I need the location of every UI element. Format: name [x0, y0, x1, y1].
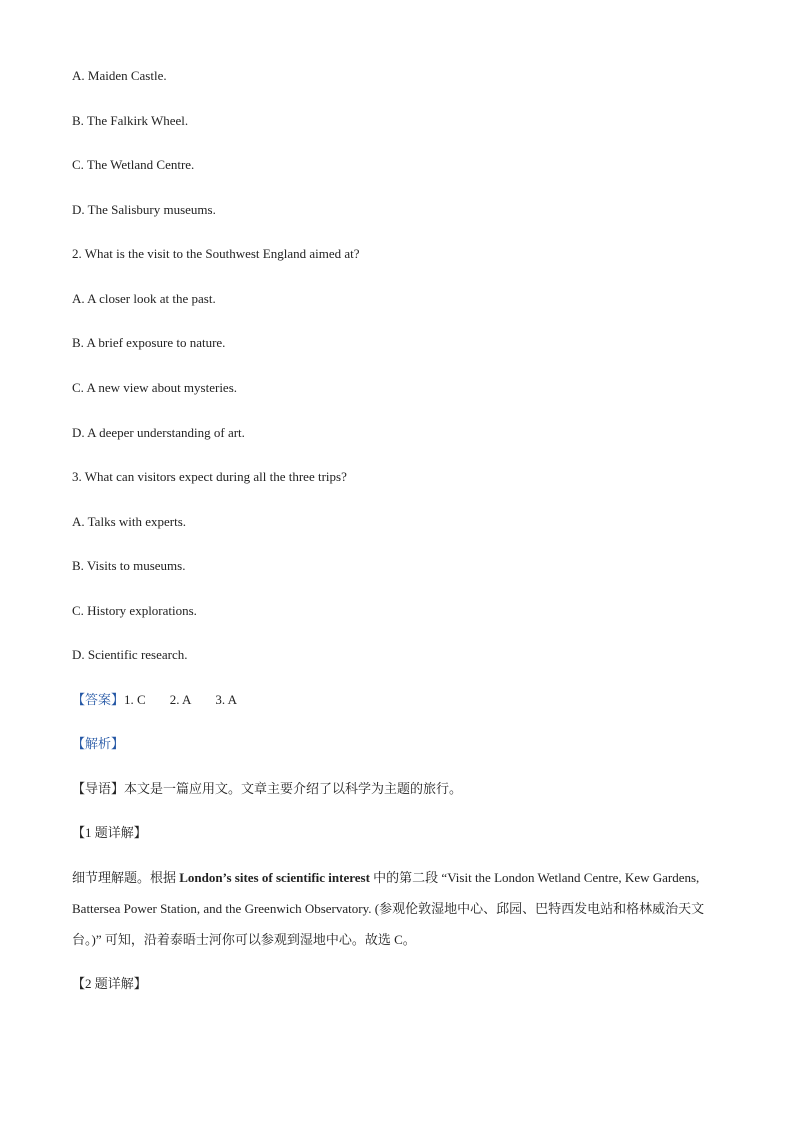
intro-text: 本文是一篇应用文。文章主要介绍了以科学为主题的旅行。 — [124, 781, 463, 796]
q3-option-a: A. Talks with experts. — [72, 514, 187, 529]
detail1-bold: London’s sites of scientific interest — [179, 870, 370, 885]
q3-option-b: B. Visits to museums. — [72, 558, 186, 573]
q2-question: 2. What is the visit to the Southwest England aimed at? — [72, 246, 360, 261]
answer-label: 【答案】 — [72, 692, 125, 707]
q1-option-a: A. Maiden Castle. — [72, 68, 167, 83]
q3-option-c: C. History explorations. — [72, 603, 197, 618]
q2-option-d: D. A deeper understanding of art. — [72, 425, 245, 440]
answer-2: 2. A — [169, 692, 192, 707]
q2-option-a: A. A closer look at the past. — [72, 291, 216, 306]
q1-option-d: D. The Salisbury museums. — [72, 202, 216, 217]
intro-line — [72, 781, 462, 797]
detail1-suffix: 中的第二段 “Visit the London Wetland Centre, Kew Gardens, Battersea Power Station, and the Greenwich Observatory. (参观伦敦湿地中心、邱园、巴特西发电站和格林威治天文台。)” 可知，沿着泰晤士河你可以参观到湿地中心。故选 C。 — [72, 870, 705, 947]
q3-option-d: D. Scientific research. — [72, 647, 188, 662]
detail1-heading: 【1 题详解】 — [72, 825, 147, 840]
answer-1: 1. C — [124, 692, 146, 707]
detail1-paragraph — [72, 862, 732, 955]
detail2-heading: 【2 题详解】 — [72, 976, 147, 991]
q2-option-c: C. A new view about mysteries. — [72, 380, 238, 395]
analysis-label: 【解析】 — [72, 736, 125, 751]
q2-option-b: B. A brief exposure to nature. — [72, 335, 226, 350]
detail1-prefix: 细节理解题。根据 — [72, 870, 180, 885]
q1-option-c: C. The Wetland Centre. — [72, 157, 195, 172]
intro-label: 【导语】 — [72, 781, 125, 796]
q1-option-b: B. The Falkirk Wheel. — [72, 113, 189, 128]
answer-3: 3. A — [215, 692, 238, 707]
q3-question: 3. What can visitors expect during all the three trips? — [72, 469, 347, 484]
answer-line — [72, 692, 237, 708]
